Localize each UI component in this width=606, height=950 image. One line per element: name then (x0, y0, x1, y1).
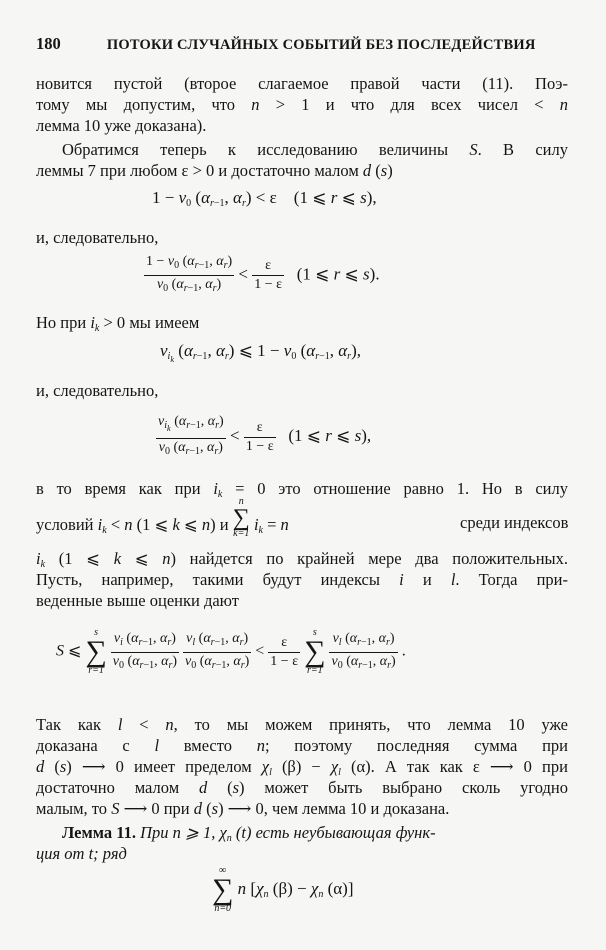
page-header (36, 34, 568, 55)
text-line: Но при $i_k > 0$ мы имеем (36, 313, 200, 334)
text-line: d (s) ⟶ 0 имеет пределом $\chi_l$ $(\beta) - \chi_l$ (α). А так как ε ⟶ 0 при (36, 757, 568, 778)
page-number: 180 (36, 34, 61, 53)
text-line: леммы 7 при любом ε > 0 и достаточно малом d (s) (36, 161, 393, 180)
text-line: в то время как при $i_k = 0$ это отношение равно 1. Но в силу (36, 479, 568, 500)
running-title: ПОТОКИ СЛУЧАЙНЫХ СОБЫТИЙ БЕЗ ПОСЛЕДЕЙСТВИЯ (106, 37, 536, 53)
text-line: Пусть, например, такими будут индексы i и l. Тогда при- (36, 570, 568, 589)
text-line: тому мы допустим, что n > 1 и что для всех чисел < n (36, 95, 568, 114)
text-line: Обратимся теперь к исследованию величины S. В силу (62, 140, 568, 159)
text-line: Так как l < n, то мы можем принять, что лемма 10 уже (36, 715, 568, 734)
text-line: среди индексов (460, 513, 569, 532)
lemma-title: Лемма 11. (62, 823, 136, 842)
text-line: веденные выше оценки дают (36, 591, 239, 610)
formula: $1 - v_0$ ($\alpha_{r-1}$, $\alpha_r) < \varepsilon$ (1 ⩽ r ⩽ s), (152, 188, 377, 209)
formula: S ⩽ s ∑ r=1 $\frac{v_i (\alpha_{r-1}, \alpha_r)}{v_0 (\alpha_{r-1}, \alpha_r)}$ $\frac{v_l (\alpha_{r-1}, \alpha_r)}{v_0 (\alpha_{r-1}, \alpha_r)}$ < $\frac{\varepsilon}{1 - \varepsilon}$ s ∑ r=1 $\frac{v_l (\alpha_{r-1}, \alpha_r)}{v_0 (\alpha_{r-1}, \alpha_r)}$ . (56, 627, 406, 676)
formula: $\frac{1 - v_0 (\alpha_{r-1}, \alpha_r)}{v_0 (\alpha_{r-1}, \alpha_r)}$ < $\frac{\varepsilon}{1 - \varepsilon}$ (1 ⩽ r ⩽ s). (146, 254, 380, 294)
text-line: условий $i_k < n$ (1 ⩽ k ⩽ n) и n ∑ k=1 $i_k = n$ (36, 496, 289, 539)
lemma-statement: Лемма 11. При n ⩾ 1, $\chi_n$ (t) есть неубывающая функ- (62, 823, 436, 844)
text-line: новится пустой (второе слагаемое правой части (11). Поэ- (36, 74, 568, 93)
formula: $v_{i_k}$ ($\alpha_{r-1}$, $\alpha_r$) ⩽ $1 - v_0$ ($\alpha_{r-1}$, $\alpha_r$), (160, 341, 361, 364)
text-line: доказана с l вместо n; поэтому последняя сумма при (36, 736, 568, 755)
text-line: достаточно малом d (s) может быть выбрано сколь угодно (36, 778, 568, 797)
text-line: и, следовательно, (36, 381, 159, 400)
text-line: и, следовательно, (36, 228, 159, 247)
text-line: $i_k$ (1 ⩽ k ⩽ n) найдется по крайней мере два положительных. (36, 549, 568, 570)
formula: ∞ ∑ n=0 n [$\chi_n$ $(\beta) - \chi_n$ (α)] (212, 865, 354, 914)
text-line: малым, то S ⟶ 0 при d (s) ⟶ 0, чем лемма 10 и доказана. (36, 799, 450, 818)
text-line: ция от t; ряд (36, 844, 127, 863)
formula: $\frac{v_{i_k} (\alpha_{r-1}, \alpha_r)}{v_0 (\alpha_{r-1}, \alpha_r)}$ < $\frac{\varepsilon}{1 - \varepsilon}$ (1 ⩽ r ⩽ s), (158, 414, 372, 457)
text-line: лемма 10 уже доказана). (36, 116, 207, 135)
